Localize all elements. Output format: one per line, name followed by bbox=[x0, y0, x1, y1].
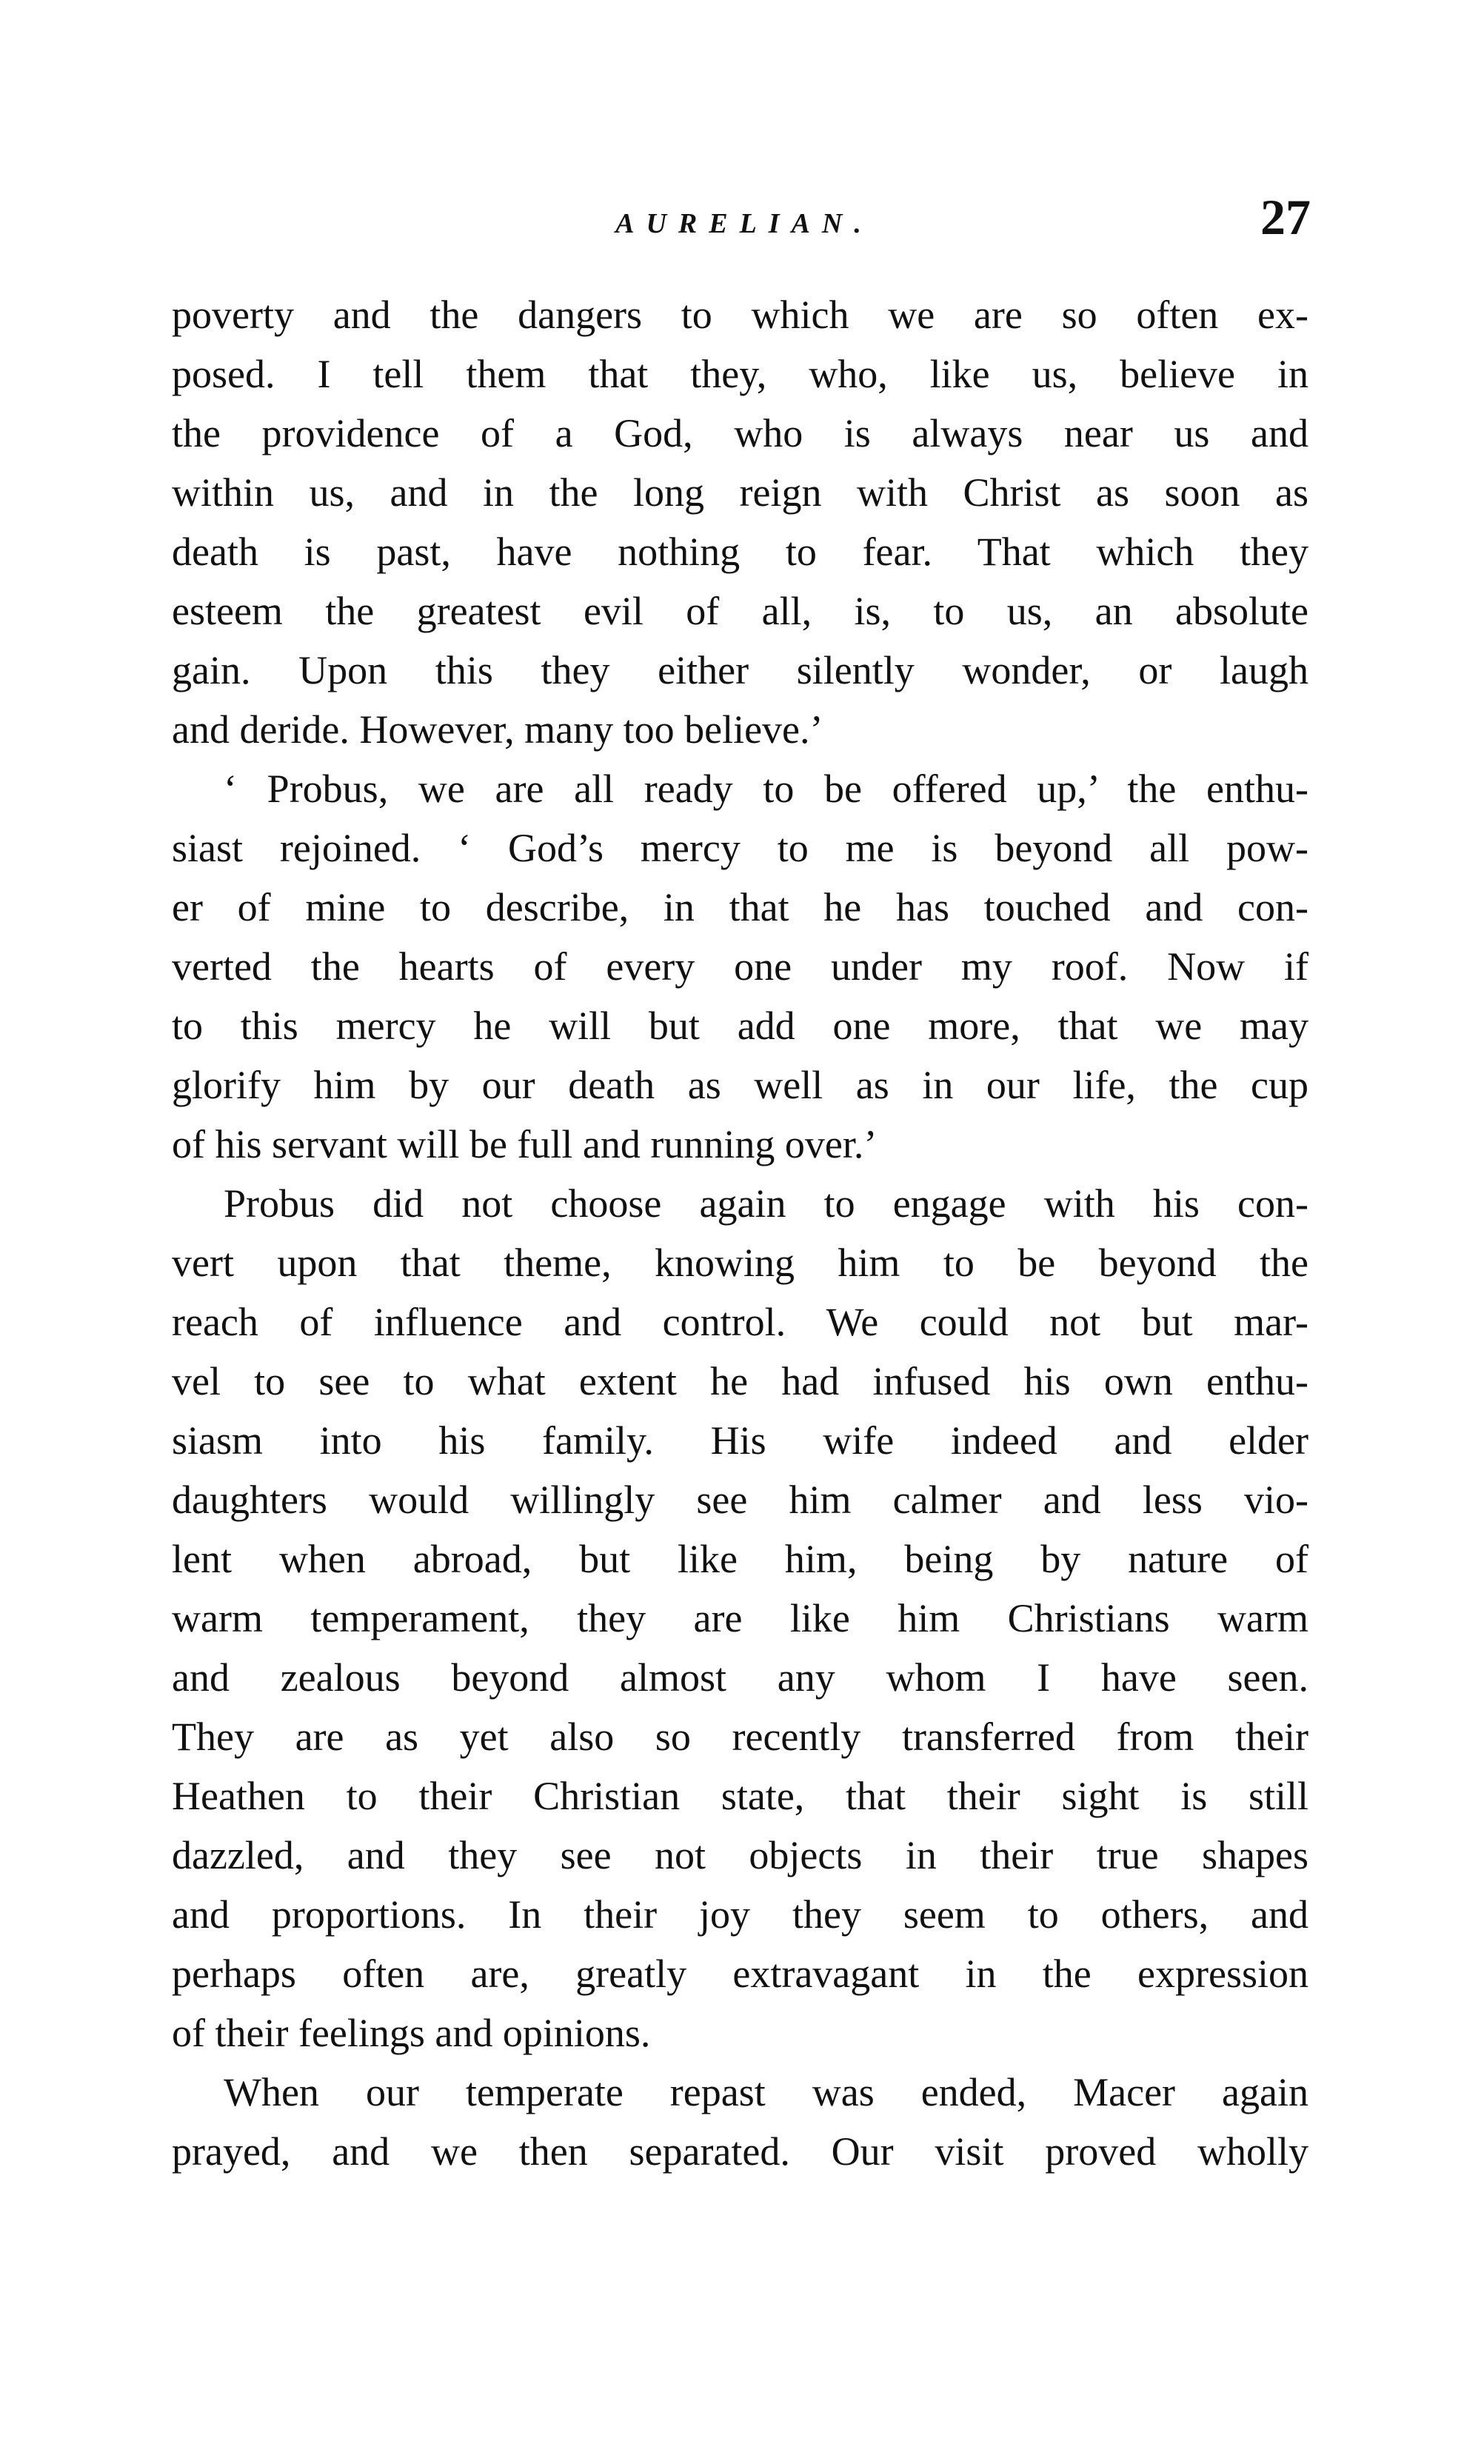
text-line: Probus did not choose again to engage with his con- bbox=[224, 1181, 1308, 1226]
text-line: vel to see to what extent he had infused his own enthu- bbox=[172, 1359, 1308, 1403]
text-line: and deride. However, many too believe.’ bbox=[172, 707, 823, 752]
text-line: lent when abroad, but like him, being by nature of bbox=[172, 1537, 1308, 1581]
text-line: siasm into his family. His wife indeed and elder bbox=[172, 1418, 1308, 1463]
text-line: verted the hearts of every one under my roof. Now if bbox=[172, 944, 1308, 989]
page-number: 27 bbox=[1260, 189, 1311, 245]
text-line: esteem the greatest evil of all, is, to us, an absolute bbox=[172, 589, 1308, 633]
text-line: to this mercy he will but add one more, that we may bbox=[172, 1004, 1308, 1048]
text-line: perhaps often are, greatly extravagant in the expression bbox=[172, 1951, 1308, 1996]
text-line: death is past, have nothing to fear. That which they bbox=[172, 530, 1308, 574]
running-title: AURELIAN. bbox=[615, 208, 873, 239]
text-line: Heathen to their Christian state, that their sight is still bbox=[172, 1774, 1308, 1818]
text-line: posed. I tell them that they, who, like us, believe in bbox=[172, 352, 1308, 396]
text-line: of their feelings and opinions. bbox=[172, 2011, 651, 2055]
text-line: They are as yet also so recently transferred from their bbox=[172, 1715, 1308, 1759]
text-line: warm temperament, they are like him Christians warm bbox=[172, 1596, 1308, 1640]
text-line: When our temperate repast was ended, Macer again bbox=[224, 2070, 1308, 2114]
text-line: er of mine to describe, in that he has touched and con- bbox=[172, 885, 1308, 929]
text-line: within us, and in the long reign with Christ as soon as bbox=[172, 470, 1308, 515]
running-head bbox=[178, 185, 1311, 259]
text-line: poverty and the dangers to which we are so often ex- bbox=[172, 293, 1308, 337]
text-line: of his servant will be full and running over.’ bbox=[172, 1122, 878, 1166]
text-line: and zealous beyond almost any whom I have seen. bbox=[172, 1655, 1308, 1700]
text-line: the providence of a God, who is always near us and bbox=[172, 411, 1308, 455]
text-line: prayed, and we then separated. Our visit proved wholly bbox=[172, 2129, 1308, 2174]
text-line: reach of influence and control. We could not but mar- bbox=[172, 1300, 1308, 1344]
text-line: ‘ Probus, we are all ready to be offered up,’ the enthu- bbox=[224, 767, 1308, 811]
text-line: glorify him by our death as well as in our life, the cup bbox=[172, 1063, 1308, 1107]
text-line: vert upon that theme, knowing him to be beyond the bbox=[172, 1241, 1308, 1285]
body-text bbox=[172, 285, 1308, 2181]
text-line: and proportions. In their joy they seem to others, and bbox=[172, 1892, 1308, 1937]
text-line: siast rejoined. ‘ God’s mercy to me is beyond all pow- bbox=[172, 826, 1308, 870]
text-line: dazzled, and they see not objects in their true shapes bbox=[172, 1833, 1308, 1877]
text-line: daughters would willingly see him calmer and less vio- bbox=[172, 1478, 1308, 1522]
text-line: gain. Upon this they either silently wonder, or laugh bbox=[172, 648, 1308, 692]
